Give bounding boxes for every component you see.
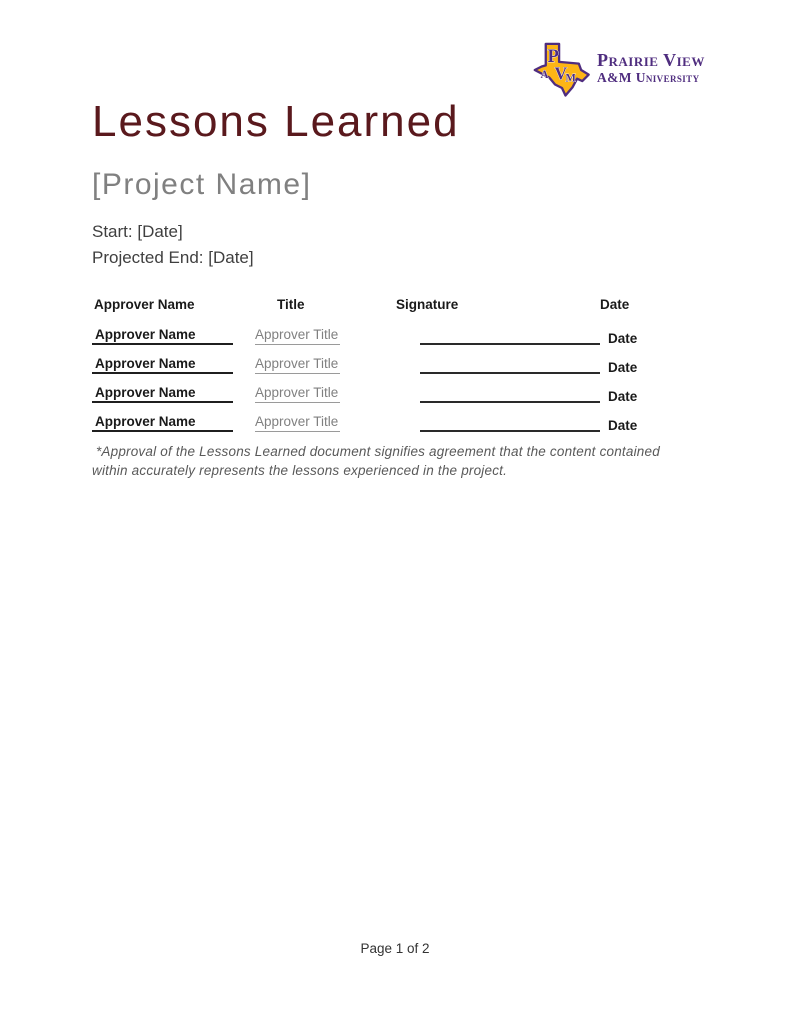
approver-title-field: Approver Title (255, 385, 340, 403)
signature-line (420, 414, 600, 432)
approver-title-field: Approver Title (255, 414, 340, 432)
signature-line (420, 356, 600, 374)
logo-wordmark-line1: Prairie View (597, 50, 705, 70)
approver-row (92, 379, 640, 408)
approver-title-field: Approver Title (255, 356, 340, 374)
date-field: Date (608, 389, 638, 404)
approval-footnote: *Approval of the Lessons Learned document signifies agreement that the content contained within accurately represents the lessons experienced in the project. (92, 444, 664, 478)
university-logo (533, 42, 705, 98)
mark-letter-a: A (540, 69, 549, 82)
approver-row (92, 350, 640, 379)
project-name-placeholder: [Project Name] (92, 168, 312, 201)
approval-table (92, 297, 640, 437)
start-date-line: Start: [Date] (92, 222, 183, 241)
mark-letter-v: V (554, 63, 568, 84)
projected-end-line: Projected End: [Date] (92, 247, 254, 267)
pvamu-texas-mark-icon (533, 42, 591, 98)
date-field: Date (608, 331, 638, 346)
approval-table-header-row (92, 297, 640, 321)
col-header-signature: Signature (396, 297, 459, 312)
logo-wordmark-line2: A&M University (597, 70, 700, 85)
approver-row (92, 321, 640, 350)
signature-line (420, 385, 600, 403)
page-number: Page 1 of 2 (360, 941, 430, 956)
mark-letter-m: M (565, 72, 576, 85)
signature-line (420, 327, 600, 345)
approver-title-field: Approver Title (255, 327, 340, 345)
approver-name-field: Approver Name (92, 327, 233, 345)
approver-name-field: Approver Name (92, 356, 233, 374)
col-header-date: Date (600, 297, 630, 312)
date-block (92, 219, 254, 270)
col-header-title: Title (277, 297, 305, 312)
document-title: Lessons Learned (92, 97, 460, 146)
approver-name-field: Approver Name (92, 385, 233, 403)
approver-name-field: Approver Name (92, 414, 233, 432)
mark-letter-p: P (547, 45, 559, 67)
logo-wordmark (597, 42, 705, 85)
date-field: Date (608, 360, 638, 375)
approver-row (92, 408, 640, 437)
col-header-approver-name: Approver Name (94, 297, 195, 312)
date-field: Date (608, 418, 638, 433)
